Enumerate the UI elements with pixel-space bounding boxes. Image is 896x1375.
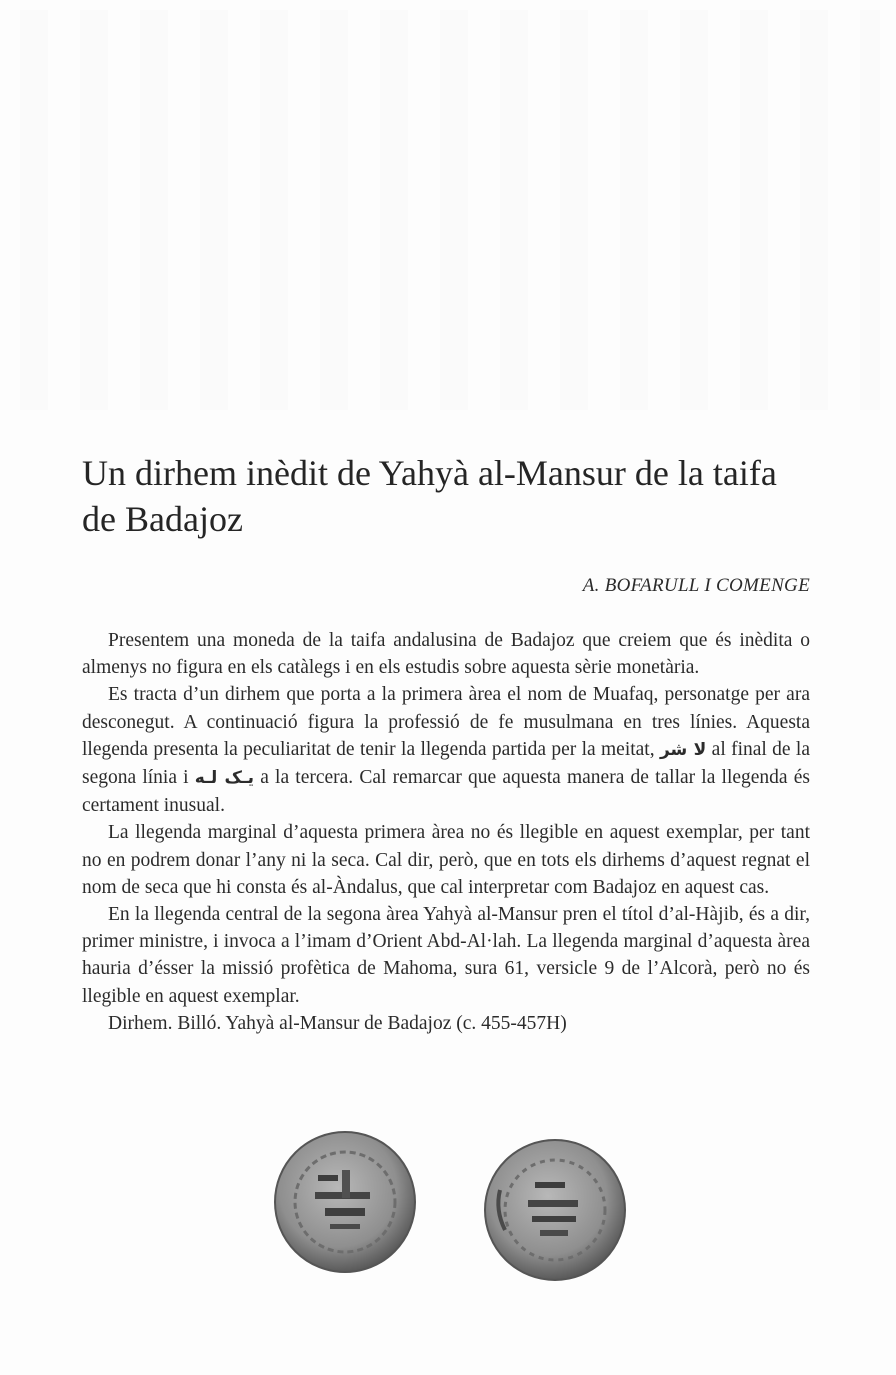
article-title: Un dirhem inèdit de Yahyà al-Mansur de la taifa de Badajoz [82,453,777,539]
paragraph-4: En la llegenda central de la segona àrea Yahyà al-Mansur pren el títol d’al-Hàjib, és a dir, primer ministre, i invoca a l’imam d’Orient Abd-Al·lah. La llegenda marginal d’aquesta àrea hauria d’ésser la missió profètica de Mahoma, sura 61, versicle 9 de l’Alcorà, però no és llegible en aquest exemplar. [82,904,810,1007]
coin-photographs [270,1130,630,1290]
paragraph-2-part-a: Es tracta d’un dirhem que porta a la primera àrea el nom de Muafaq, personatge per ara desconegut. A continuació figura la professió de fe musulmana en tres línies. Aquesta llegenda presenta la peculiaritat de tenir la llegenda partida per la meitat, [82,684,810,760]
paragraph-3: La llegenda marginal d’aquesta primera àrea no és llegible en aquest exemplar, per tant no en podrem donar l’any ni la seca. Cal dir, però, que en tots els dirhems d’aquest regnat el nom de seca que hi consta és al-Àndalus, que cal interpretar com Badajoz en aquest cas. [82,822,810,898]
article-author: A. BOFARULL I COMENGE [582,575,810,596]
paragraph-2 [82,681,810,819]
coin-obverse [275,1132,415,1272]
coin-caption: Dirhem. Billó. Yahyà al-Mansur de Badajoz (c. 455-457H) [108,1012,567,1034]
paragraph-1: Presentem una moneda de la taifa andalusina de Badajoz que creiem que és inèdita o almenys no figura en els catàlegs i en els estudis sobre aquesta sèrie monetària. [82,630,810,679]
coin-reverse [485,1140,625,1280]
paragraph-2-part-c: a la tercera. Cal remarcar que aquesta manera de tallar la llegenda és certament inusual. [82,767,811,817]
article-body [82,627,810,1037]
arabic-fragment-1: لا شر [659,739,707,760]
arabic-fragment-2: يـک لـه [194,768,255,789]
paragraph-2-part-b: al final de la segona línia i [82,738,811,789]
bleed-through-texture [20,10,880,410]
